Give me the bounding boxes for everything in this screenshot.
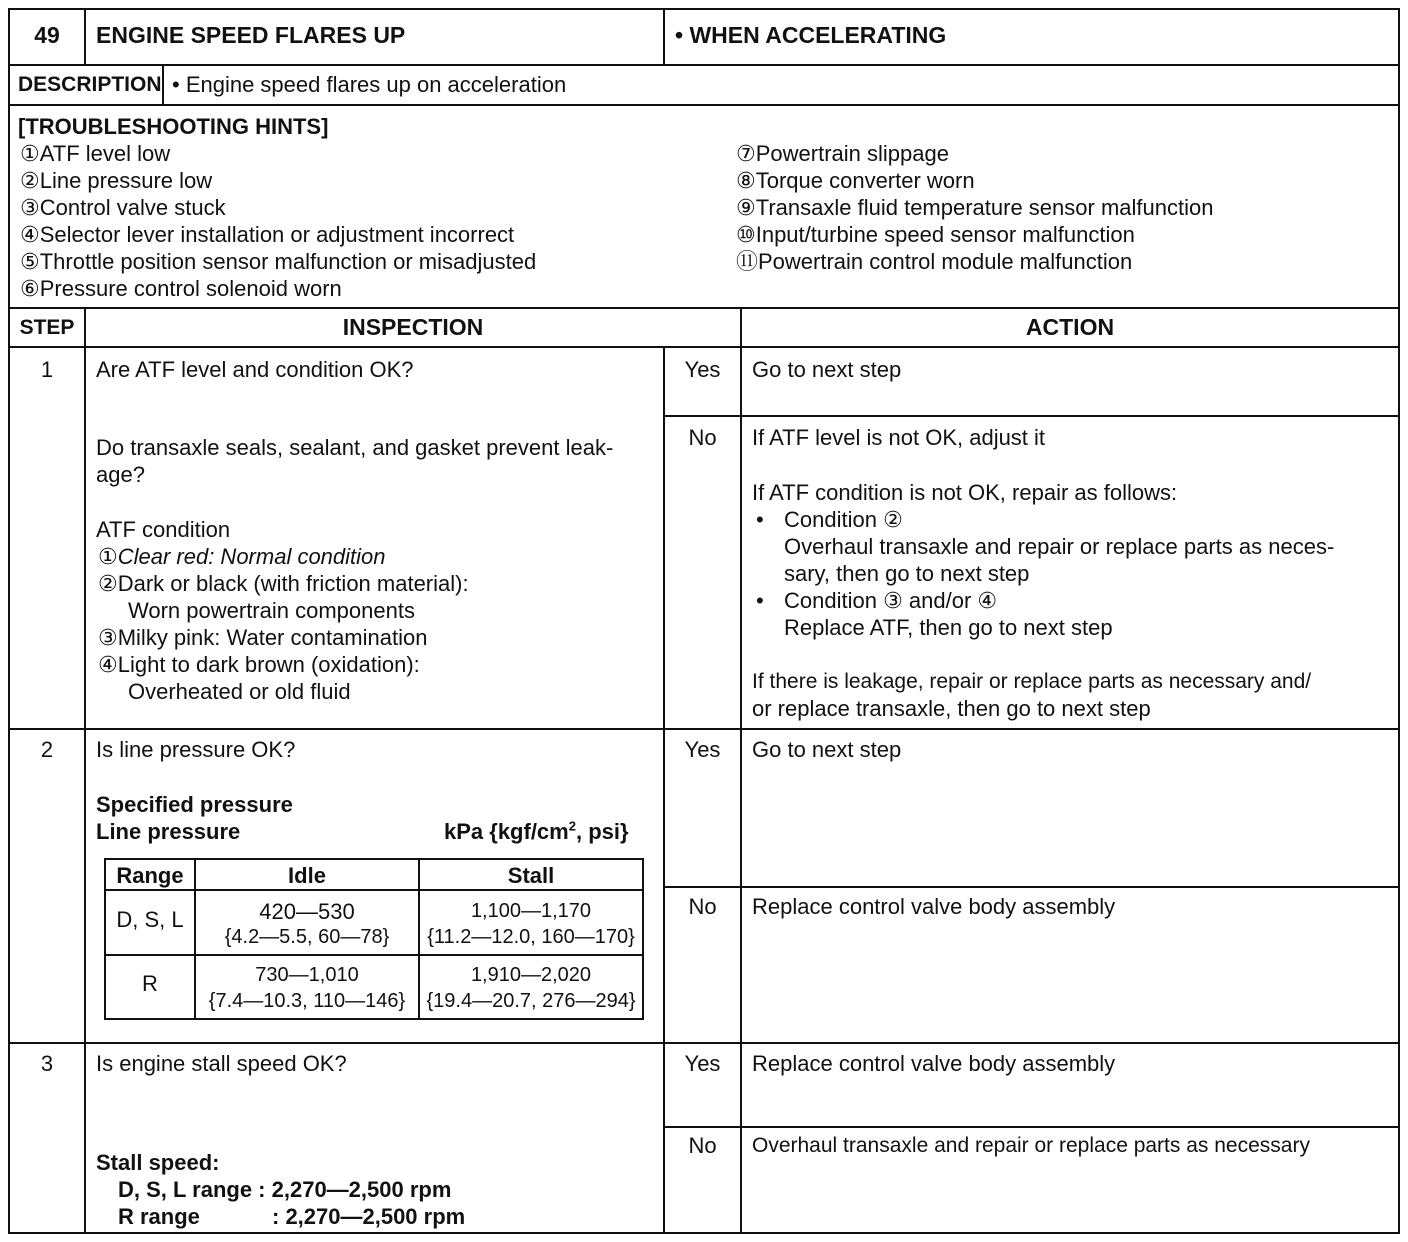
action-text: If ATF condition is not OK, repair as follows: <box>752 480 1178 505</box>
spec-title: Specified pressure <box>96 792 293 817</box>
hint-item: ①ATF level low <box>20 141 171 166</box>
spec-unit <box>444 818 629 845</box>
inspection-question: age? <box>96 462 145 487</box>
table-cell-idle-sub: {7.4—10.3, 110—146} <box>208 990 406 1012</box>
hint-item: ⑦Powertrain slippage <box>736 141 949 166</box>
hint-item: ⑩Input/turbine speed sensor malfunction <box>736 222 1135 247</box>
hint-item: ⑤Throttle position sensor malfunction or misadjusted <box>20 249 537 274</box>
table-header-stall: Stall <box>507 863 555 888</box>
pressure-table-line <box>104 1018 644 1020</box>
bullet: • <box>756 507 764 532</box>
table-header-idle: Idle <box>288 863 326 888</box>
page-number: 49 <box>34 22 60 48</box>
stall-speed-label: R range <box>118 1204 200 1229</box>
bullet: • <box>756 588 764 613</box>
page-title: ENGINE SPEED FLARES UP <box>96 22 406 48</box>
hint-item: ⑥Pressure control solenoid worn <box>20 276 342 301</box>
table-cell-idle: 730—1,010 <box>255 964 359 986</box>
action-text: Overhaul transaxle and repair or replace parts as necessary <box>752 1134 1310 1157</box>
stall-speed-value: D, S, L range : 2,270—2,500 rpm <box>118 1177 452 1202</box>
table-cell-idle: 420—530 <box>259 899 355 924</box>
action-text: Go to next step <box>752 737 902 762</box>
divider <box>663 8 665 65</box>
action-text: sary, then go to next step <box>784 561 1030 586</box>
spec-unit-text: kPa {kgf/cm <box>444 819 569 844</box>
divider <box>84 8 86 65</box>
divider <box>84 307 86 1234</box>
divider <box>663 415 1400 417</box>
table-cell-range: D, S, L <box>116 907 184 932</box>
spec-label: Line pressure <box>96 819 241 844</box>
yes-label: Yes <box>684 357 721 382</box>
hint-item: ⑪Powertrain control module malfunction <box>736 249 1133 274</box>
divider <box>663 1126 1400 1128</box>
border-top <box>8 8 1400 10</box>
inspection-question: Is line pressure OK? <box>96 737 296 762</box>
column-header-action: ACTION <box>1025 314 1115 340</box>
atf-condition-item: Overheated or old fluid <box>128 679 351 704</box>
inspection-question: Are ATF level and condition OK? <box>96 357 414 382</box>
atf-condition-item: ④Light to dark brown (oxidation): <box>98 652 420 677</box>
pressure-table-line <box>104 889 644 891</box>
action-text: Overhaul transaxle and repair or replace parts as neces- <box>784 534 1335 559</box>
divider <box>8 728 1400 730</box>
divider <box>8 104 1400 106</box>
action-text: Condition ② <box>784 507 903 532</box>
column-header-inspection: INSPECTION <box>342 314 484 340</box>
description-label: DESCRIPTION <box>18 73 162 96</box>
hint-item: ③Control valve stuck <box>20 195 226 220</box>
step-number: 3 <box>40 1051 54 1076</box>
yes-label: Yes <box>684 1051 721 1076</box>
divider <box>8 346 1400 348</box>
yes-label: Yes <box>684 737 721 762</box>
action-text: Replace control valve body assembly <box>752 894 1116 919</box>
pressure-table-line <box>104 954 644 956</box>
action-text: Go to next step <box>752 357 902 382</box>
atf-condition-item: ①Clear red: Normal condition <box>98 544 386 569</box>
atf-condition-title: ATF condition <box>96 517 231 542</box>
condition-label: • WHEN ACCELERATING <box>675 22 947 48</box>
hint-item: ⑧Torque converter worn <box>736 168 975 193</box>
action-text: Replace control valve body assembly <box>752 1051 1116 1076</box>
action-text: Replace ATF, then go to next step <box>784 615 1113 640</box>
hint-item: ②Line pressure low <box>20 168 213 193</box>
pressure-table-line <box>104 858 644 860</box>
stall-speed-value: : 2,270—2,500 rpm <box>272 1204 466 1229</box>
table-cell-idle-sub: {4.2—5.5, 60—78} <box>224 926 390 948</box>
no-label: No <box>688 1133 717 1158</box>
divider <box>8 1042 1400 1044</box>
table-cell-range: R <box>142 971 158 996</box>
hints-title: [TROUBLESHOOTING HINTS] <box>18 114 329 139</box>
action-text: or replace transaxle, then go to next step <box>752 696 1151 721</box>
table-header-range: Range <box>116 863 184 888</box>
action-text: Condition ③ and/or ④ <box>784 588 998 613</box>
atf-condition-item: ②Dark or black (with friction material): <box>98 571 469 596</box>
no-label: No <box>688 425 717 450</box>
column-header-step: STEP <box>19 316 75 339</box>
divider <box>8 307 1400 309</box>
table-cell-stall-sub: {19.4—20.7, 276—294} <box>426 990 636 1012</box>
spec-unit-text: , psi} <box>575 819 629 844</box>
atf-condition-item: ③Milky pink: Water contamination <box>98 625 428 650</box>
border-bottom <box>8 1232 1400 1234</box>
atf-condition-item: Worn powertrain components <box>128 598 415 623</box>
step-number: 2 <box>40 737 54 762</box>
hint-item: ④Selector lever installation or adjustment incorrect <box>20 222 515 247</box>
divider <box>8 64 1400 66</box>
border-right <box>1398 8 1400 1234</box>
hint-item: ⑨Transaxle fluid temperature sensor malfunction <box>736 195 1214 220</box>
action-text: If there is leakage, repair or replace parts as necessary and/ <box>752 670 1312 693</box>
action-text: If ATF level is not OK, adjust it <box>752 425 1046 450</box>
divider <box>740 307 742 1234</box>
spec-unit-superscript: 2 <box>568 818 576 834</box>
stall-speed-title: Stall speed: <box>96 1150 220 1175</box>
divider <box>162 64 164 104</box>
pressure-table-line <box>642 858 644 1020</box>
description-text: • Engine speed flares up on acceleration <box>172 72 567 97</box>
no-label: No <box>688 894 717 919</box>
table-cell-stall: 1,100—1,170 <box>470 900 592 922</box>
inspection-question: Is engine stall speed OK? <box>96 1051 347 1076</box>
divider <box>663 886 1400 888</box>
table-cell-stall: 1,910—2,020 <box>470 964 592 986</box>
inspection-question: Do transaxle seals, sealant, and gasket prevent leak- <box>96 435 614 460</box>
step-number: 1 <box>40 357 54 382</box>
table-cell-stall-sub: {11.2—12.0, 160—170} <box>427 926 635 948</box>
divider <box>663 348 665 1234</box>
